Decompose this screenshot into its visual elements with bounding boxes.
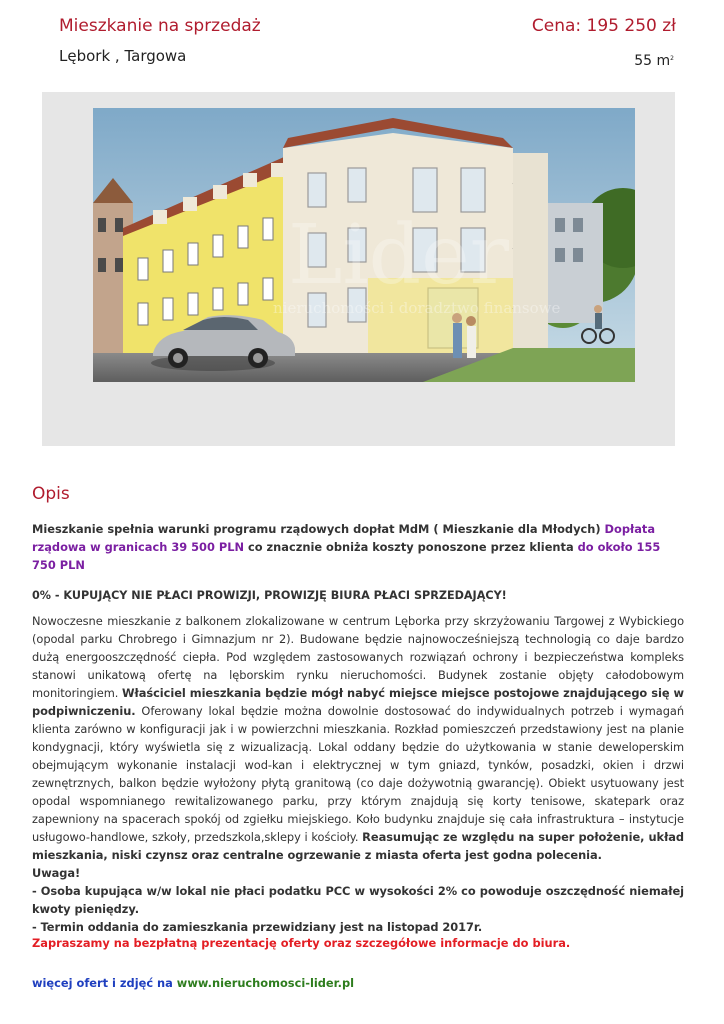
more-offers-line xyxy=(32,974,684,992)
completion-date-note: - Termin oddania do zamieszkania przewidziany jest na listopad 2017r. xyxy=(32,920,483,934)
description-heading: Opis xyxy=(32,484,70,504)
mdm-paragraph xyxy=(32,520,684,574)
parking-note: Właściciel mieszkania będzie mógł nabyć miejsce miejsce postojowe znajdującego się w podpiwniczeniu. xyxy=(32,686,684,718)
invitation-text: Zapraszamy na bezpłatną prezentację oferty oraz szczegółowe informacje do biura. xyxy=(32,936,571,950)
listing-price: Cena: 195 250 zł xyxy=(531,16,676,36)
commission-note: 0% - KUPUJĄCY NIE PŁACI PROWIZJI, PROWIZJĘ BIURA PŁACI SPRZEDAJĄCY! xyxy=(32,589,507,602)
area-unit-sup: 2 xyxy=(670,55,674,62)
website-link[interactable]: www.nieruchomosci-lider.pl xyxy=(176,976,355,990)
photo-frame xyxy=(42,92,675,446)
mdm-text: Mieszkanie spełnia warunki programu rządowych dopłat MdM ( Mieszkanie dla Młodych) xyxy=(32,522,605,536)
building-photo[interactable] xyxy=(93,108,635,382)
body-text-2: Oferowany lokal będzie można dowolnie dostosować do indywidualnych potrzeb i wymagań klienta zarówno w konfiguracji jak i w powierzchni mieszkania. Rozkład pomieszczeń przedstawiony jest na planie kondygnacji, który wyświetla się z wizualizacją. Lokal oddany będzie do użytkowania w stanie deweloperskim obejmującym wykonanie instalacji wod-kan i elektrycznej w tym gniazd, tynków, posadzki, okien i drzwi zewnętrznych, balkon będzie wyłożony płytą granitową (co daje dożywotnią gwarancję). Obiekt usytuowany jest opodal wspomnianego rewitalizowanego parku, przy którym znajdują się korty tenisowe, skatepark oraz zapewniony na spacerach spokój od zgiełku miejskiego. Koło budynku znajduje się cała infrastruktura – instytucje usługowo-handlowe, szkoły, przedszkola,sklepy i kościoły. xyxy=(32,704,684,844)
attention-label: Uwaga! xyxy=(32,866,81,880)
listing-area xyxy=(634,53,674,69)
subsidy-amount: Dopłata rządowa w granicach 39 500 PLN xyxy=(32,522,656,554)
listing-title: Mieszkanie na sprzedaż xyxy=(59,16,261,36)
reduced-price: do około 155 750 PLN xyxy=(32,540,661,572)
watermark-logo: Lider xyxy=(288,208,509,303)
pcc-tax-note: - Osoba kupująca w/w lokal nie płaci podatku PCC w wysokości 2% co powoduje oszczędność niemałej kwoty pieniędzy. xyxy=(32,884,684,916)
description-body xyxy=(32,612,684,936)
more-offers-label: więcej ofert i zdjęć na xyxy=(32,976,177,990)
watermark-subtitle: nieruchomości i doradztwo finansowe xyxy=(273,299,561,317)
building-illustration xyxy=(93,108,635,382)
listing-location: Lębork , Targowa xyxy=(59,47,187,65)
area-value: 55 m xyxy=(634,53,671,69)
summary-note: Reasumując ze względu na super położenie, układ mieszkania, niski czynsz oraz centralne ogrzewanie z miasta oferta jest godna polecenia. xyxy=(32,830,684,862)
body-text-1: Nowoczesne mieszkanie z balkonem zlokalizowane w centrum Lęborka przy skrzyżowaniu Targowej z Wybickiego (opodal parku Chrobrego i Gimnazjum nr 2). Budowane będzie najnowocześniejszą technologią co daje bardzo dużą energooszczędność ciepła. Pod względem zastosowanych rozwiązań ochrony i bezpieczeństwa kompleks stanowi unikatową ofertę na lęborskim rynku nieruchomości. Budynek zostanie objęty całodobowym monitoringiem. xyxy=(32,614,684,700)
mdm-text-2: co znacznie obniża koszty ponoszone przez klienta xyxy=(244,540,578,554)
